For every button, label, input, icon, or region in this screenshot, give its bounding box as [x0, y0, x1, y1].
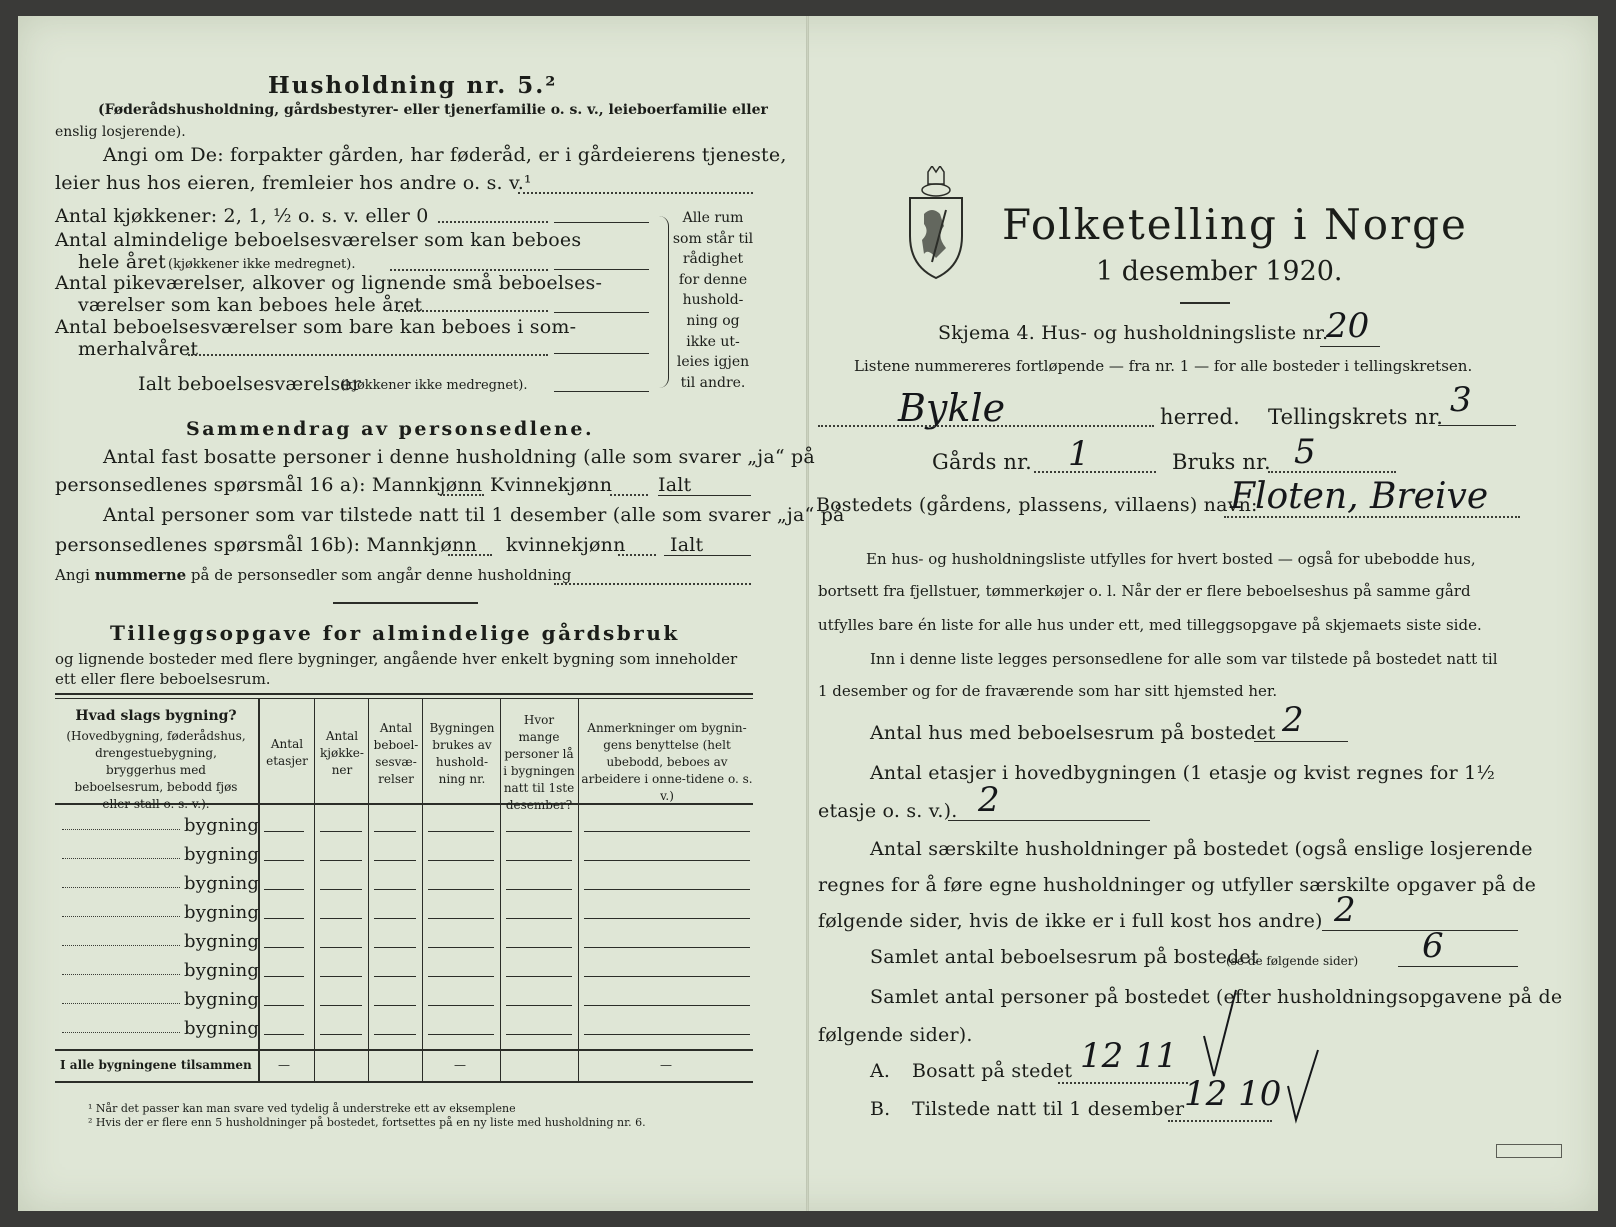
- tillegg-sub1: og lignende bosteder med flere bygninger, angående hver enkelt bygning som inneholder: [55, 650, 738, 668]
- table-col-rule: [422, 698, 423, 1081]
- rooms-ordinary: Antal almindelige beboelsesværelser som kan beboes: [55, 229, 582, 251]
- cell-line: [428, 860, 494, 861]
- cell-line: [320, 918, 362, 919]
- krets-label: Tellingskrets nr.: [1268, 405, 1444, 429]
- dots: [398, 310, 548, 312]
- answer-line: [554, 391, 649, 392]
- row-dots: [62, 858, 180, 859]
- cell-line: [428, 976, 494, 977]
- side-note: [670, 208, 756, 393]
- side-note-line: leies igjen: [676, 354, 750, 371]
- row-dots: [62, 1032, 180, 1033]
- cell-line: [506, 1005, 572, 1006]
- cell-line: [506, 947, 572, 948]
- answer-line: [1254, 741, 1348, 742]
- cell-line: [374, 831, 416, 832]
- census-sheet: [18, 16, 1598, 1211]
- cell-line: [374, 1005, 416, 1006]
- angi-line-1: Angi om De: forpakter gården, har føderåd, er i gårdeierens tjeneste,: [103, 144, 787, 166]
- answer-line: [554, 312, 649, 313]
- dots: [818, 425, 1154, 427]
- total-dash: —: [454, 1058, 466, 1072]
- side-note-line: til andre.: [680, 374, 746, 391]
- dots: [448, 554, 492, 556]
- q4-small: (se de følgende sider): [1226, 954, 1359, 968]
- dots: [1268, 471, 1396, 473]
- side-note-line: for denne: [678, 271, 748, 288]
- answer-line: [664, 555, 751, 556]
- row-label: bygning: [184, 873, 260, 894]
- summary-p3b: nummerne: [94, 566, 187, 584]
- herred-value: Bykle: [898, 386, 1006, 430]
- cell-line: [374, 1034, 416, 1035]
- rooms-summer: Antal beboelsesværelser som bare kan beboes i som-: [55, 316, 577, 338]
- table-col-rule: [578, 698, 579, 1081]
- printer-stamp: [1496, 1144, 1562, 1158]
- cell-line: [506, 976, 572, 977]
- summary-heading: Sammendrag av personsedlene.: [186, 418, 595, 440]
- qb-letter: B.: [870, 1098, 891, 1120]
- census-date: 1 desember 1920.: [1096, 256, 1343, 287]
- answer-line: [1398, 966, 1518, 967]
- dots: [440, 494, 484, 496]
- census-title: Folketelling i Norge: [1002, 200, 1468, 249]
- cell-line: [264, 1034, 304, 1035]
- col-rooms: Antal beboel-sesvæ-relser: [373, 721, 419, 786]
- summary-p3a: Angi: [55, 566, 90, 584]
- q3-label-b: regnes for å føre egne husholdninger og utfyller særskilte opgaver på de: [818, 874, 1537, 896]
- cell-line: [428, 947, 494, 948]
- rooms-maid-b: værelser som kan beboes hele året: [78, 294, 423, 316]
- cell-line: [264, 947, 304, 948]
- cell-line: [428, 831, 494, 832]
- answer-line: [658, 495, 751, 496]
- q1-value: 2: [1282, 700, 1304, 740]
- cell-line: [374, 947, 416, 948]
- cell-line: [320, 1005, 362, 1006]
- row-label: bygning: [184, 844, 260, 865]
- dots: [618, 554, 656, 556]
- dots: [1168, 1120, 1272, 1122]
- angi-dots: [518, 192, 753, 194]
- cell-line: [264, 831, 304, 832]
- cell-line: [506, 831, 572, 832]
- cell-line: [428, 1034, 494, 1035]
- rooms-total: Ialt beboelsesværelser: [138, 373, 362, 395]
- cell-line: [374, 889, 416, 890]
- cell-line: [264, 860, 304, 861]
- qa-label: Bosatt på stedet: [912, 1060, 1073, 1082]
- dots: [554, 583, 751, 585]
- table-col-rule: [314, 698, 315, 1081]
- cell-line: [264, 1005, 304, 1006]
- table-col-rule: [368, 698, 369, 1081]
- cell-line: [320, 831, 362, 832]
- table-rule: [55, 1049, 753, 1051]
- cell-line: [584, 1005, 750, 1006]
- answer-line: [948, 820, 1150, 821]
- q1-label: Antal hus med beboelsesrum på bostedet: [870, 722, 1276, 744]
- bruks-value: 5: [1294, 432, 1316, 472]
- rooms-maid: Antal pikeværelser, alkover og lignende små beboelses-: [55, 272, 603, 294]
- dots: [438, 221, 548, 223]
- qa-letter: A.: [870, 1060, 891, 1082]
- footnote-1: ¹ Når det passer kan man svare ved tydelig å understreke ett av eksemplene: [88, 1102, 516, 1115]
- cell-line: [584, 1034, 750, 1035]
- tillegg-sub2: ett eller flere beboelsesrum.: [55, 670, 271, 688]
- schema-number: 20: [1326, 306, 1370, 346]
- household-subtitle: (Føderådshusholdning, gårdsbestyrer- eller tjenerfamilie o. s. v., leieboerfamilie eller: [98, 102, 768, 118]
- row-label: bygning: [184, 960, 260, 981]
- row-dots: [62, 1003, 180, 1004]
- dots: [1058, 1082, 1188, 1084]
- dots: [188, 354, 548, 356]
- rooms-total-b: (kjøkkener ikke medregnet).: [340, 378, 528, 393]
- q3-value: 2: [1334, 890, 1356, 930]
- cell-line: [506, 918, 572, 919]
- q4-label: Samlet antal beboelsesrum på bostedet: [870, 946, 1259, 968]
- gards-label: Gårds nr.: [932, 450, 1032, 474]
- rooms-ordinary-c: (kjøkkener ikke medregnet).: [168, 257, 356, 272]
- cell-line: [320, 976, 362, 977]
- answer-line: [554, 269, 649, 270]
- page-fold: [806, 16, 809, 1211]
- summary-p1a: Antal fast bosatte personer i denne husholdning (alle som svarer „ja“ på: [103, 446, 815, 468]
- q2-label-b: etasje o. s. v.).: [818, 800, 958, 822]
- rooms-ordinary-b: hele året: [78, 251, 166, 273]
- rooms-summer-b: merhalvåret: [78, 338, 199, 360]
- bosted-value: Floten, Breive: [1230, 476, 1489, 517]
- tillegg-heading: Tilleggsopgave for almindelige gårdsbruk: [110, 621, 680, 645]
- cell-line: [320, 1034, 362, 1035]
- row-dots: [62, 945, 180, 946]
- row-label: bygning: [184, 931, 260, 952]
- answer-line: [1320, 346, 1380, 347]
- gards-value: 1: [1068, 434, 1090, 474]
- bosted-label: Bostedets (gårdens, plassens, villaens) navn:: [816, 494, 1258, 516]
- side-note-line: ning og: [686, 312, 740, 329]
- cell-line: [320, 947, 362, 948]
- dots: [610, 494, 648, 496]
- cell-line: [506, 889, 572, 890]
- cell-line: [584, 889, 750, 890]
- cell-line: [320, 860, 362, 861]
- side-note-line: Alle rum: [682, 210, 744, 226]
- angi-line-2: leier hus hos eieren, fremleier hos andre o. s. v.¹: [55, 172, 532, 194]
- table-total-label: I alle bygningene tilsammen: [60, 1058, 252, 1072]
- separator: [1180, 302, 1230, 304]
- side-note-line: som står til: [672, 230, 754, 247]
- cell-line: [374, 860, 416, 861]
- col-kitchens: Antal kjøkke-ner: [320, 729, 364, 777]
- summary-p2c: kvinnekjønn: [506, 534, 626, 556]
- cell-line: [584, 918, 750, 919]
- table-rule: [55, 693, 753, 695]
- cell-line: [264, 918, 304, 919]
- cell-line: [584, 831, 750, 832]
- cell-line: [320, 889, 362, 890]
- checkmark-icon: [1200, 986, 1240, 1082]
- cell-line: [428, 1005, 494, 1006]
- row-label: bygning: [184, 815, 260, 836]
- krets-value: 3: [1450, 380, 1472, 420]
- footnote-2: ² Hvis der er flere enn 5 husholdninger på bostedet, fortsettes på en ny liste med husholdning nr. 6.: [88, 1116, 646, 1129]
- rooms-kitchens: Antal kjøkkener: 2, 1, ½ o. s. v. eller 0: [55, 205, 429, 227]
- cell-line: [506, 1034, 572, 1035]
- qa-value: 12 11: [1080, 1036, 1178, 1076]
- cell-line: [374, 918, 416, 919]
- bruks-label: Bruks nr.: [1172, 450, 1271, 474]
- answer-line: [554, 222, 649, 223]
- cell-line: [428, 918, 494, 919]
- answer-line: [1322, 930, 1518, 931]
- side-note-line: hushold-: [682, 292, 744, 309]
- cell-line: [428, 889, 494, 890]
- summary-p1d: Ialt: [658, 474, 692, 496]
- side-note-line: ikke ut-: [686, 333, 740, 350]
- col-type-desc: (Hovedbygning, føderådshus, drengestuebygning, bryggerhus med beboelsesrum, bebodd fjøs eller stall o. s. v.).: [66, 729, 246, 811]
- row-label: bygning: [184, 989, 260, 1010]
- checkmark-icon: [1284, 1046, 1324, 1126]
- side-note-line: rådighet: [682, 251, 744, 268]
- row-dots: [62, 829, 180, 830]
- list-note: Listene nummereres fortløpende — fra nr. 1 — for alle bosteder i tellingskretsen.: [854, 357, 1473, 375]
- separator: [333, 602, 478, 604]
- qb-value: 12 10: [1184, 1074, 1282, 1114]
- coat-of-arms-icon: [906, 166, 966, 284]
- table-rule: [55, 698, 753, 699]
- summary-p2d: Ialt: [670, 534, 704, 556]
- schema-label: Skjema 4. Hus- og husholdningsliste nr.: [938, 322, 1329, 344]
- cell-line: [584, 860, 750, 861]
- summary-p1b: personsedlenes spørsmål 16 a): Mannkjønn: [55, 474, 483, 496]
- row-dots: [62, 916, 180, 917]
- col-persons: Hvor mange personer lå i bygningen natt til 1ste desember?: [503, 713, 575, 812]
- q4-value: 6: [1422, 926, 1444, 966]
- col-remarks: Anmerkninger om bygnin-gens benyttelse (helt ubebodd, beboes av arbeidere i onne-tidene o. s. v.): [581, 721, 753, 803]
- q3-label-a: Antal særskilte husholdninger på bostedet (også enslige losjerende: [870, 838, 1533, 860]
- cell-line: [264, 889, 304, 890]
- q2-label-a: Antal etasjer i hovedbygningen (1 etasje og kvist regnes for 1½: [870, 762, 1495, 784]
- dots: [1034, 471, 1156, 473]
- col-type-title: Hvad slags bygning?: [75, 708, 237, 724]
- herred-label: herred.: [1160, 405, 1240, 429]
- cell-line: [264, 976, 304, 977]
- q2-value: 2: [978, 780, 1000, 820]
- q5-label-a: Samlet antal personer på bostedet (efter husholdningsopgavene på de: [870, 986, 1563, 1008]
- qb-label: Tilstede natt til 1 desember: [912, 1098, 1185, 1120]
- q5-label-b: følgende sider).: [818, 1024, 973, 1046]
- household-subtitle-2: enslig losjerende).: [55, 124, 186, 140]
- total-dash: —: [278, 1058, 290, 1072]
- instr-2: bortsett fra fjellstuer, tømmerkøjer o. l. Når der er flere beboelseshus på samme gård: [818, 582, 1471, 600]
- summary-p2a: Antal personer som var tilstede natt til 1 desember (alle som svarer „ja“ på: [103, 504, 845, 526]
- q3-label-c: følgende sider, hvis de ikke er i full kost hos andre): [818, 910, 1323, 932]
- row-label: bygning: [184, 1018, 260, 1039]
- summary-p2b: personsedlenes spørsmål 16b): Mannkjønn: [55, 534, 477, 556]
- cell-line: [374, 976, 416, 977]
- instr-5: 1 desember og for de fraværende som har sitt hjemsted her.: [818, 682, 1278, 700]
- total-dash: —: [660, 1058, 672, 1072]
- answer-line: [1438, 425, 1516, 426]
- table-col-rule: [500, 698, 501, 1081]
- col-household: Bygningen brukes av hushold-ning nr.: [429, 721, 495, 786]
- instr-1: En hus- og husholdningsliste utfylles for hvert bosted — også for ubebodde hus,: [866, 550, 1476, 568]
- col-floors: Antal etasjer: [266, 737, 308, 768]
- answer-line: [554, 353, 649, 354]
- row-dots: [62, 974, 180, 975]
- instr-3: utfylles bare én liste for alle hus under ett, med tilleggsopgave på skjemaets siste side.: [818, 616, 1482, 634]
- row-label: bygning: [184, 902, 260, 923]
- dots: [390, 269, 548, 271]
- household-title: Husholdning nr. 5.²: [268, 72, 558, 99]
- summary-p3c: på de personsedler som angår denne husholdning: [190, 566, 572, 584]
- cell-line: [584, 947, 750, 948]
- row-dots: [62, 887, 180, 888]
- cell-line: [584, 976, 750, 977]
- summary-p1c: Kvinnekjønn: [490, 474, 613, 496]
- summary-p3: [55, 566, 571, 584]
- dots: [1224, 516, 1520, 518]
- table-rule: [55, 1081, 753, 1083]
- cell-line: [506, 860, 572, 861]
- instr-4: Inn i denne liste legges personsedlene for alle som var tilstede på bostedet natt til: [870, 650, 1498, 668]
- brace: [654, 216, 669, 388]
